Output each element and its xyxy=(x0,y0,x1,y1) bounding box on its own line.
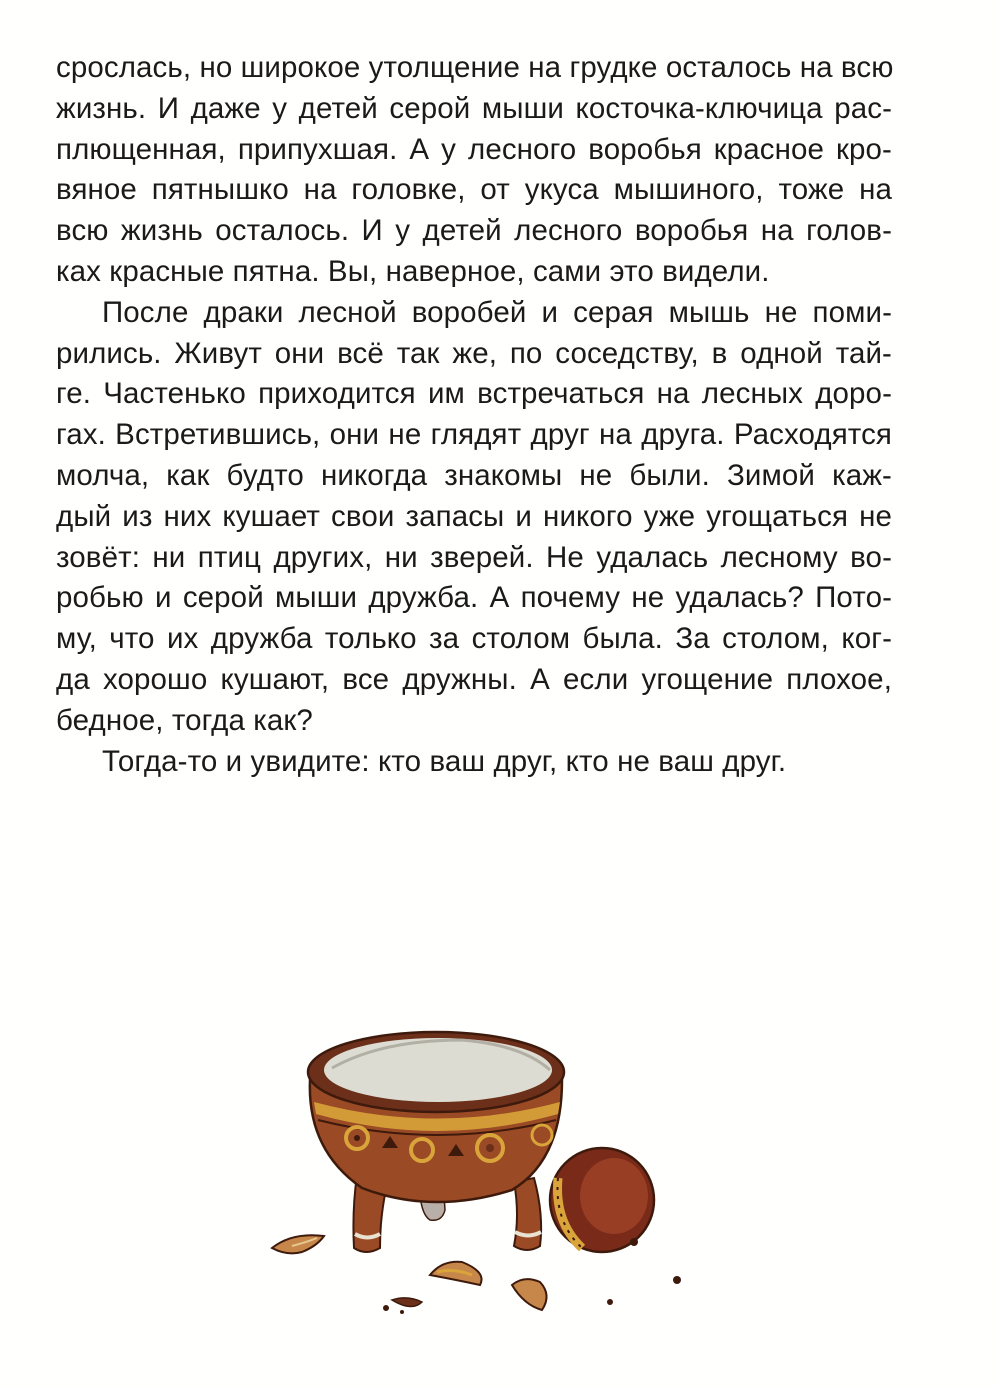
text-line: После драки лесной воробей и серая мышь не поми- xyxy=(102,295,892,329)
text-line: дый из них кушает свои запасы и никого уже угощаться не xyxy=(56,499,892,533)
bowl-icon xyxy=(308,1032,564,1252)
text-line: бедное, тогда как? xyxy=(56,703,313,737)
text-line: да хорошо кушают, все дружны. А если угощение плохое, xyxy=(56,662,892,696)
broken-fragment-icon xyxy=(550,1148,654,1252)
text-line: ге. Частенько приходится им встречаться на лесных доро- xyxy=(56,377,892,411)
text-line: ках красные пятна. Вы, наверное, сами это видели. xyxy=(56,254,770,288)
text-line: рились. Живут они всё так же, по соседству, в одной тай- xyxy=(56,336,892,370)
text-line: Тогда-то и увидите: кто ваш друг, кто не ваш друг. xyxy=(102,744,787,778)
text-line: молча, как будто никогда знакомы не были. Зимой каж- xyxy=(56,458,892,492)
text-line: плющенная, припухшая. А у лесного воробья красное кро- xyxy=(56,132,892,166)
text-line: срослась, но широкое утолщение на грудке осталось на всю xyxy=(56,51,894,84)
text-line: гах. Встретившись, они не глядят друг на друга. Расходятся xyxy=(56,418,892,452)
text-line: вяное пятнышко на головке, от укуса мышиного, тоже на xyxy=(56,173,892,207)
story-text xyxy=(56,48,892,782)
broken-bowl-illustration xyxy=(262,1010,702,1330)
text-line: всю жизнь осталось. И у детей лесного воробья на голов- xyxy=(56,214,892,248)
text-line: зовёт: ни птиц других, ни зверей. Не удалась лесному во- xyxy=(56,540,892,574)
text-line: робью и серой мыши дружба. А почему не удалась? Пото- xyxy=(56,581,892,615)
text-line: му, что их дружба только за столом была. За столом, ког- xyxy=(56,622,892,656)
text-line: жизнь. И даже у детей серой мыши косточка-ключица рас- xyxy=(56,91,892,125)
